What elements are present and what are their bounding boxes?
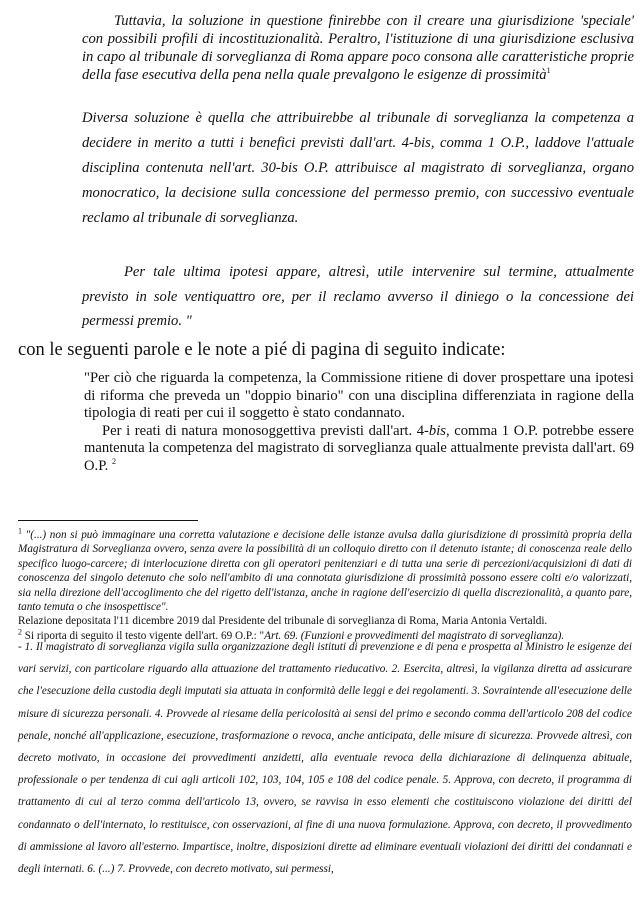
quoted-paragraph-2: [82, 106, 634, 231]
footnote-ref-2[interactable]: 2: [111, 457, 116, 467]
footnote-1: $^1$ "(...) non si può immaginare una corretta valutazione e decisione delle istanze avulsa dalla giurisdizione di prossimità propria della Magistratura di Sorveglianza ovvero, senza avere la possibilità di un colloquio diretto con il detenuto istante; di conoscenza reale dello specifico luogo-carcere; di interlocuzione diretta con gli operatori penitenziari e di tutta una serie di percezioni/acquisizioni di dati di conoscenza del singolo detenuto che solo nell'ambito di una connotata giurisdizione di prossimità possono essere colti e/o valorizzati, sia nella direzione dell'accoglimento che del rigetto dell'istanza, anche in ragione dell'esercizio di quella discrezionalità, a quanto pare, tanto temuta o che insospettisce".: [18, 526, 632, 614]
citation-paragraph-1: "Per ciò che riguarda la competenza, la Commissione ritiene di dover prospettare una ipotesi di riforma che preveda un "doppio binario" con una disciplina differenziata in ragione della tipologia di reati per cui il soggetto è stato condannato.: [84, 370, 634, 422]
footnote-ref-1[interactable]: 1: [546, 66, 551, 76]
quoted-text-3: Per tale ultima ipotesi appare, altresì, utile intervenire sul termine, attualmente previsto in sole ventiquattro ore, per il reclamo avverso il diniego o la concessione dei permessi premio. ": [82, 264, 634, 329]
footnote-separator: [18, 520, 198, 521]
quoted-text-2: Diversa soluzione è quella che attribuirebbe al tribunale di sorveglianza la competenza a decidere in merito a tutti i benefici previsti dall'art. 4-bis, comma 1 O.P., laddove l'attuale disciplina contenuta nell'art. 30-bis O.P. attribuisce al magistrato di sorveglianza, organo monocratico, la decisione sulla concessione del permesso premio, con successivo eventuale reclamo al tribunale di sorveglianza.: [82, 110, 634, 226]
footnote-2-mark: 2: [18, 627, 22, 637]
footnotes-area: [18, 528, 632, 643]
footnote-2-title: Art. 69. (Funzioni e provvedimenti del magistrato di sorveglianza).: [264, 629, 565, 642]
quoted-text-1: Tuttavia, la soluzione in questione finirebbe con il creare una giurisdizione 'speciale' con possibili profili di incostituzionalità. Peraltro, l'istituzione di una giurisdizione esclusiva in capo al tribunale di sorveglianza di Roma appare poco consona alle caratteristiche proprie della fase esecutiva della pena nella quale prevalgono le esigenze di prossimità: [82, 13, 634, 83]
footnote-1-mark: 1: [18, 526, 22, 536]
citation-block: [84, 370, 634, 476]
quoted-paragraph-3: [82, 260, 634, 334]
footnote-1-source: Relazione depositata l'11 dicembre 2019 dal Presidente del tribunale di sorveglianza di Roma, Maria Antonia Vertaldi.: [18, 615, 548, 628]
footnote-2: $^2$ Si riporta di seguito il testo vigente dell'art. 69 O.P.: "Art. 69. (Funzioni e provvedimenti del magistrato di sorveglianza).: [18, 627, 565, 642]
footnote-2-body: - 1. Il magistrato di sorveglianza vigila sulla organizzazione degli istituti di prevenzione e di pena e prospetta al Ministro le esigenze dei vari servizi, con particolare riguardo alla attuazione del trattamento rieducativo. 2. Esercita, altresì, la vigilanza diretta ad assicurare che l'esecuzione della custodia degli imputati sia attuata in conformità delle leggi e dei regolamenti. 3. Sovraintende all'esecuzione delle misure di sicurezza personali. 4. Provvede al riesame della pericolosità ai sensi del primo e secondo comma dell'articolo 208 del codice penale, nonché all'applicazione, esecuzione, trasformazione o revoca, anche anticipata, delle misure di sicurezza. Provvede altresì, con decreto motivato, in occasione dei provvedimenti anzidetti, alla eventuale revoca della dichiarazione di delinquenza abituale, professionale o per tendenza di cui agli articoli 102, 103, 104, 105 e 108 del codice penale. 5. Approva, con decreto, il programma di trattamento di cui al terzo comma dell'articolo 13, ovvero, se ravvisa in esso elementi che costituiscono violazione dei diritti del condannato o dell'internato, lo restituisce, con osservazioni, al fine di una nuova formulazione. Approva, con decreto, il provvedimento di ammissione al lavoro all'esterno. Impartisce, inoltre, disposizioni dirette ad eliminare eventuali violazioni dei diritti dei condannati e degli internati. 6. (...) 7. Provvede, con decreto motivato, sui permessi,: [18, 641, 632, 876]
quoted-paragraph-1: [82, 12, 634, 84]
lead-sentence: con le seguenti parole e le note a pié di pagina di seguito indicate:: [18, 340, 506, 360]
citation-paragraph-2: Per i reati di natura monosoggettiva previsti dall'art. 4-bis, comma 1 O.P. potrebbe essere mantenuta la competenza del magistrato di sorveglianza quale attualmente prevista dall'art. 69 O.P. $^2$: [84, 422, 634, 474]
